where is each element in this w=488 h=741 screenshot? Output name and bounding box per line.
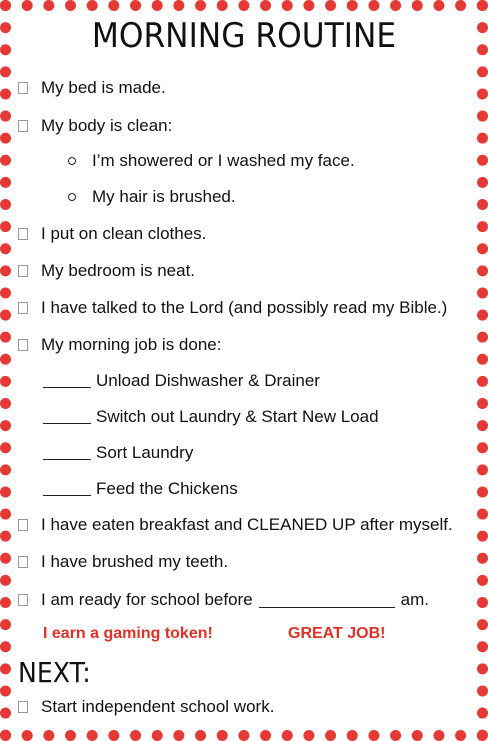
item-label: I have eaten breakfast and CLEANED UP after myself. (41, 515, 453, 534)
circle-bullet-icon (68, 193, 76, 201)
item-label: I put on clean clothes. (41, 224, 207, 243)
sub-item-hair (68, 184, 236, 210)
checklist-item-breakfast[interactable] (18, 512, 453, 538)
item-label: My body is clean: (41, 116, 173, 135)
blank-line[interactable] (43, 411, 91, 424)
checklist-item-body[interactable] (18, 113, 172, 139)
item-label: I have brushed my teeth. (41, 552, 229, 571)
checklist-item-bed[interactable] (18, 75, 166, 101)
checklist-item-bedroom[interactable] (18, 258, 195, 284)
checkbox[interactable] (18, 82, 28, 94)
blank-line[interactable] (43, 375, 91, 388)
job-option[interactable] (43, 476, 238, 502)
job-option[interactable] (43, 440, 193, 466)
checklist-item-ready[interactable] (18, 587, 429, 613)
item-label: I am ready for school before (41, 590, 253, 609)
reward-token: I earn a gaming token! (43, 625, 213, 642)
sub-item-showered (68, 148, 355, 174)
job-option[interactable] (43, 404, 379, 430)
job-label: Unload Dishwasher & Drainer (96, 371, 320, 390)
checklist-item-job[interactable] (18, 332, 221, 358)
item-label: My bed is made. (41, 78, 166, 97)
page-title: MORNING ROUTINE (91, 16, 397, 56)
checkbox[interactable] (18, 302, 28, 314)
checklist-item-clothes[interactable] (18, 221, 206, 247)
item-label: Start independent school work. (41, 697, 275, 716)
next-item[interactable] (18, 694, 274, 720)
item-label: My bedroom is neat. (41, 261, 196, 280)
checkbox[interactable] (18, 556, 28, 568)
item-label: I’m showered or I washed my face. (92, 151, 355, 170)
item-label: My morning job is done: (41, 335, 222, 354)
checklist-item-lord[interactable] (18, 295, 447, 321)
checkbox[interactable] (18, 519, 28, 531)
item-label: I have talked to the Lord (and possibly read my Bible.) (41, 298, 448, 317)
checkbox[interactable] (18, 265, 28, 277)
job-label: Sort Laundry (96, 443, 194, 462)
job-label: Switch out Laundry & Start New Load (96, 407, 379, 426)
item-label: My hair is brushed. (92, 187, 236, 206)
time-blank-line[interactable] (259, 593, 395, 608)
blank-line[interactable] (43, 447, 91, 460)
checkbox[interactable] (18, 594, 28, 606)
checkbox[interactable] (18, 228, 28, 240)
job-option[interactable] (43, 368, 320, 394)
job-label: Feed the Chickens (96, 479, 238, 498)
checkbox[interactable] (18, 120, 28, 132)
circle-bullet-icon (68, 157, 76, 165)
reward-great-job: GREAT JOB! (288, 625, 386, 642)
checkbox[interactable] (18, 339, 28, 351)
next-heading: NEXT: (18, 656, 91, 689)
checkbox[interactable] (18, 701, 28, 713)
checklist-item-teeth[interactable] (18, 549, 228, 575)
blank-line[interactable] (43, 483, 91, 496)
item-label-suffix: am. (400, 590, 430, 609)
